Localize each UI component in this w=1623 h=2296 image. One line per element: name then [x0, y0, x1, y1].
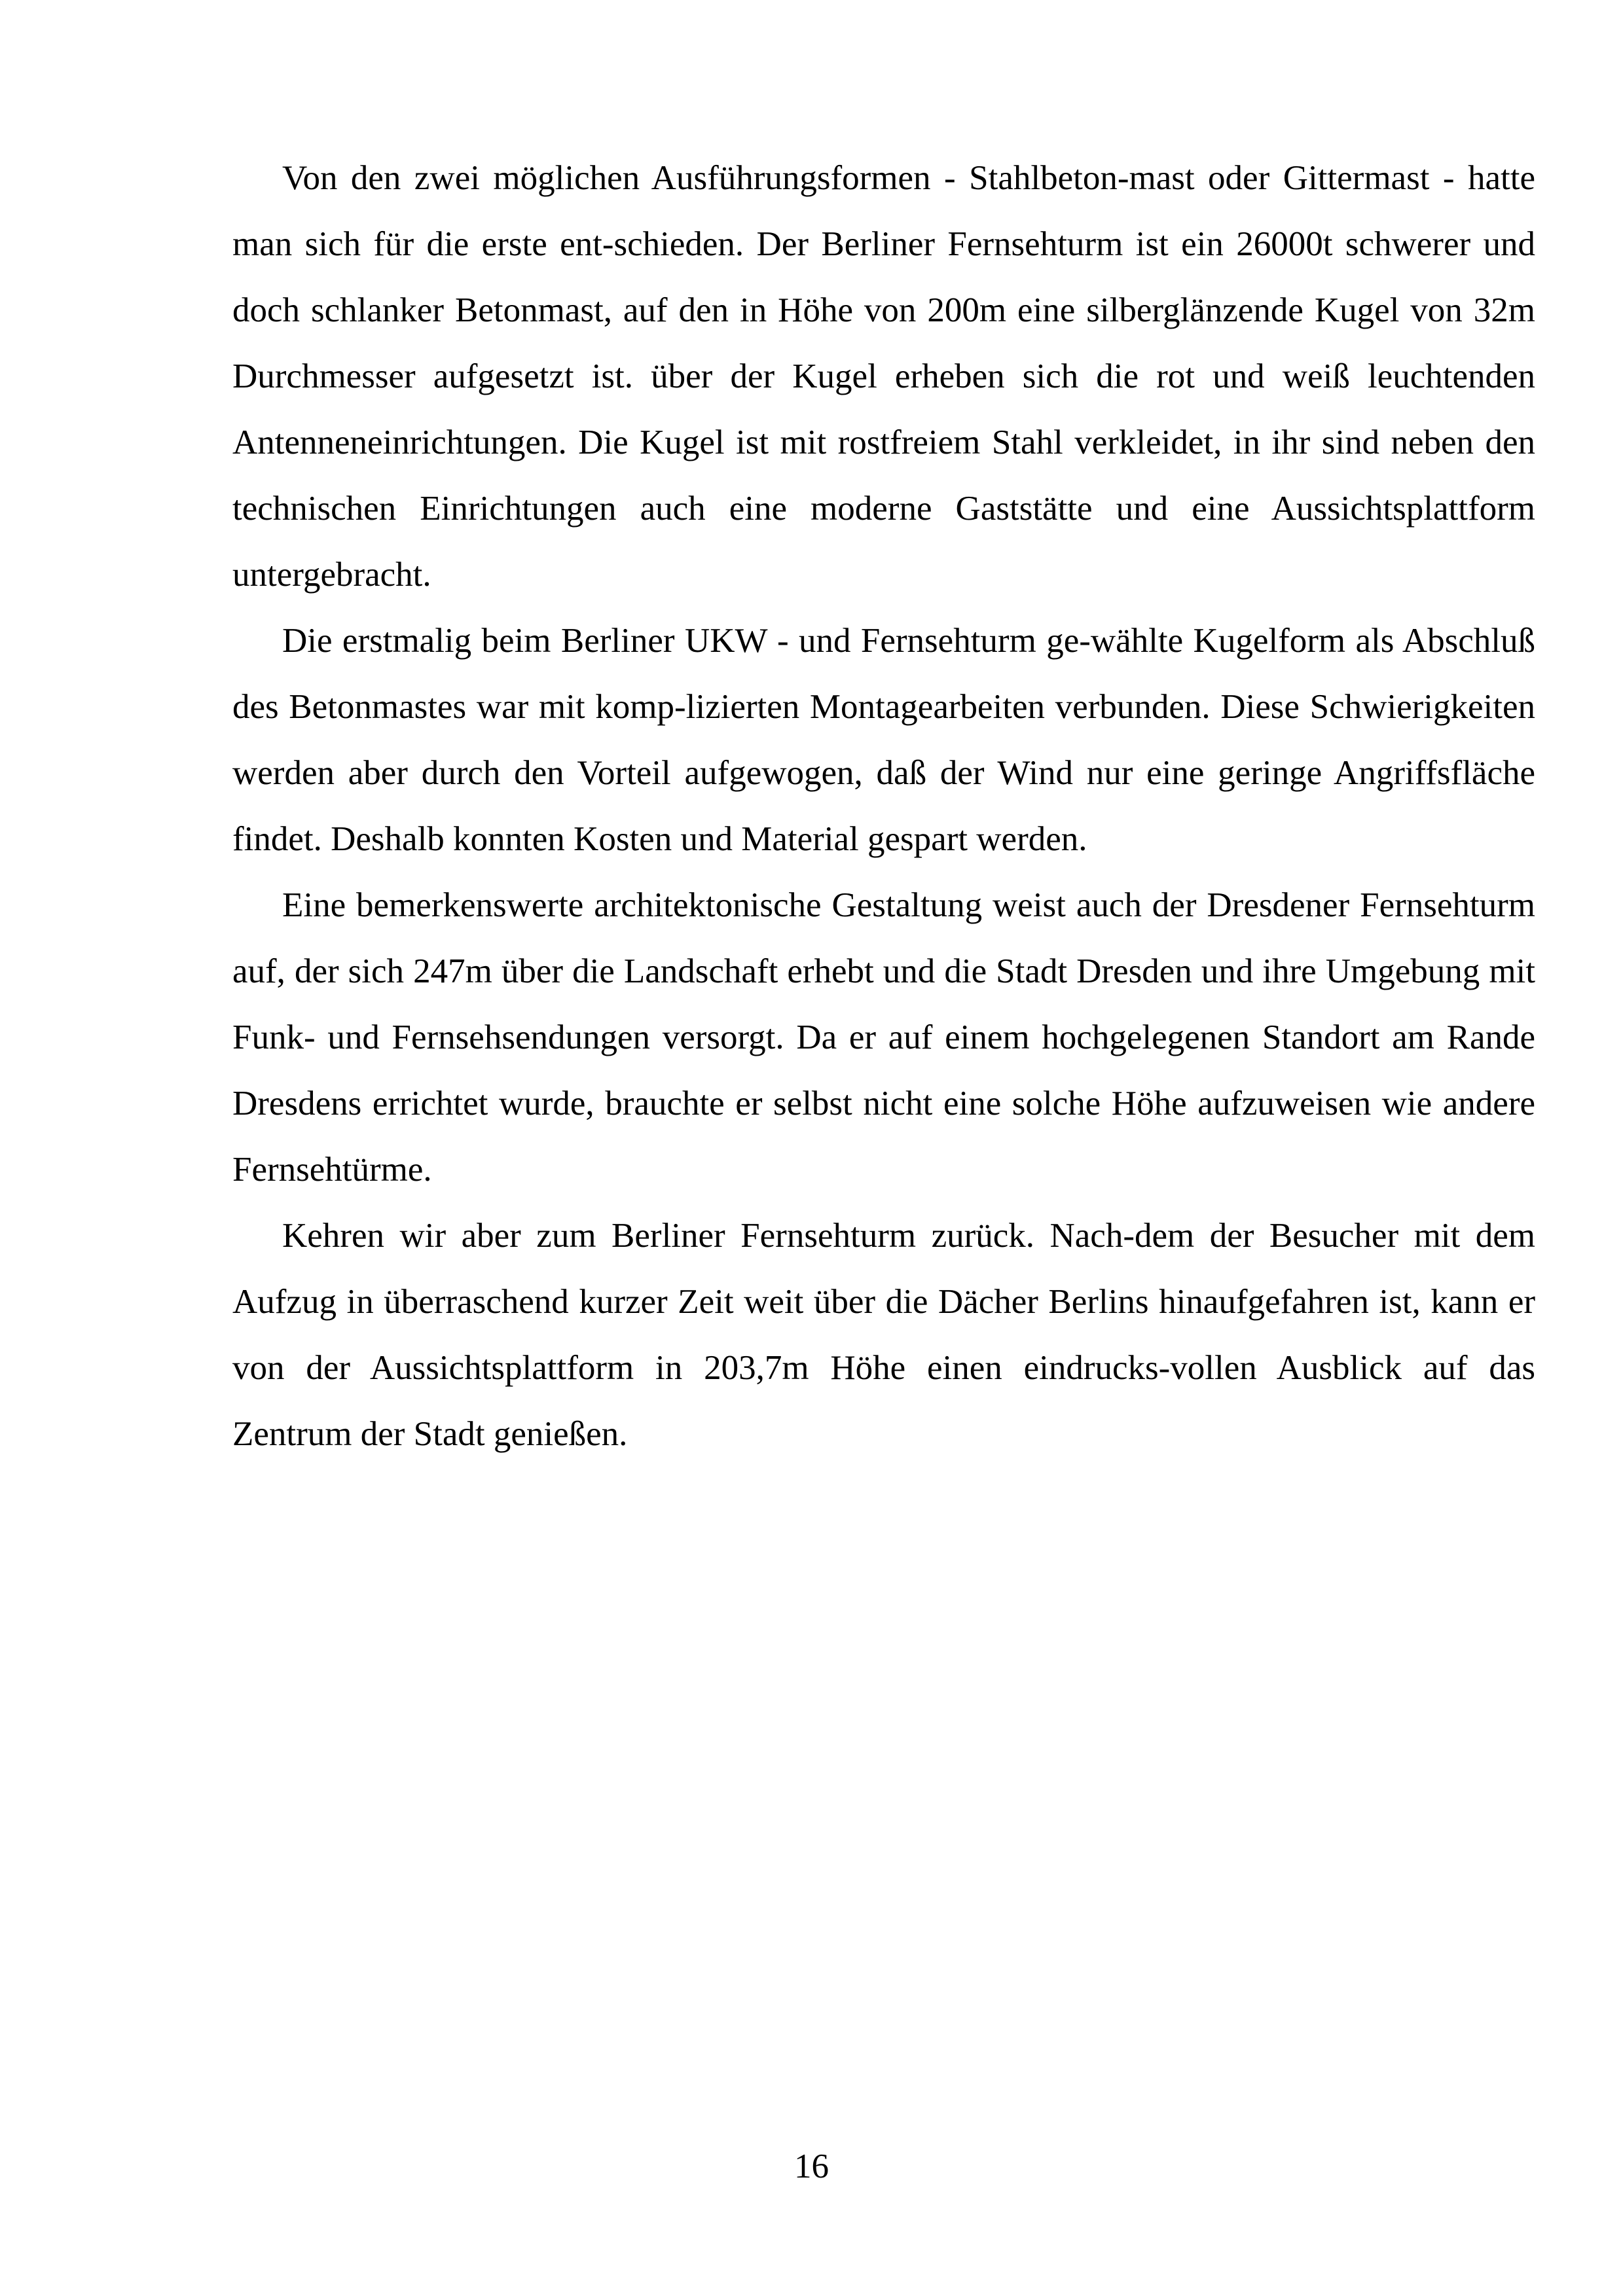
page-number: 16: [794, 2147, 829, 2185]
body-text: [232, 145, 1535, 1467]
paragraph-4: Kehren wir aber zum Berliner Fernsehturm zurück. Nach-dem der Besucher mit dem Aufzug in überraschend kurzer Zeit weit über die Dächer Berlins hinaufgefahren ist, kann er von der Aussichtsplattform in 203,7m Höhe einen eindrucks-vollen Ausblick auf das Zentrum der Stadt genießen.: [232, 1217, 1535, 1453]
paragraph-2: Die erstmalig beim Berliner UKW - und Fernsehturm ge-wählte Kugelform als Abschluß des Betonmastes war mit komp-lizierten Montagearbeiten verbunden. Diese Schwierigkeiten werden aber durch den Vorteil aufgewogen, daß der Wind nur eine geringe Angriffsfläche findet. Deshalb konnten Kosten und Material gespart werden.: [232, 622, 1535, 858]
paragraph-1: Von den zwei möglichen Ausführungsformen - Stahlbeton-mast oder Gittermast - hatte man sich für die erste ent-schieden. Der Berliner Fernsehturm ist ein 26000t schwerer und doch schlanker Betonmast, auf den in Höhe von 200m eine silberglänzende Kugel von 32m Durchmesser aufgesetzt ist. über der Kugel erheben sich die rot und weiß leuchtenden Antenneneinrichtungen. Die Kugel ist mit rostfreiem Stahl verkleidet, in ihr sind neben den technischen Einrichtungen auch eine moderne Gaststätte und eine Aussichtsplattform untergebracht.: [232, 159, 1535, 594]
paragraph-3: Eine bemerkenswerte architektonische Gestaltung weist auch der Dresdener Fernsehturm auf, der sich 247m über die Landschaft erhebt und die Stadt Dresden und ihre Umgebung mit Funk- und Fernsehsendungen versorgt. Da er auf einem hochgelegenen Standort am Rande Dresdens errichtet wurde, brauchte er selbst nicht eine solche Höhe aufzuweisen wie andere Fernsehtürme.: [232, 886, 1535, 1189]
